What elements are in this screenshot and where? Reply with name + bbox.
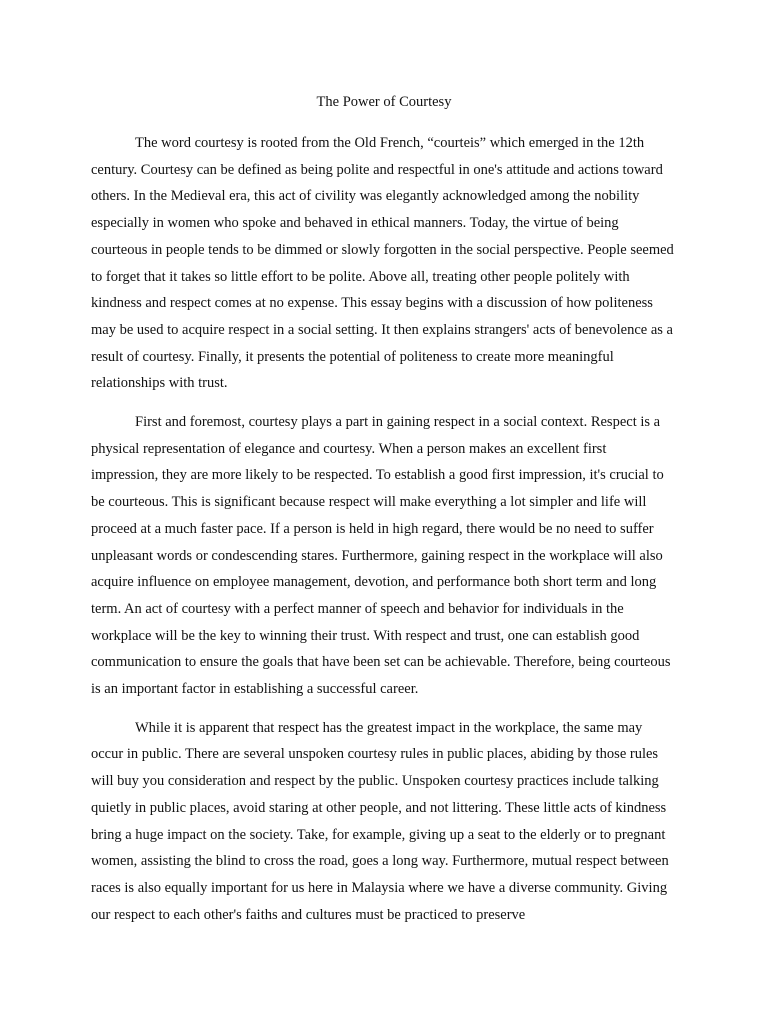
document-title: The Power of Courtesy (316, 94, 452, 110)
document-body (91, 130, 675, 940)
paragraph-respect-workplace: First and foremost, courtesy plays a part in gaining respect in a social context. Respect is a physical representation of elegance and courtesy. When a person makes an excellent first impression, they are more likely to be respected. To establish a good first impression, it's crucial to be courteous. This is significant because respect will make everything a lot simpler and life will proceed at a much faster pace. If a person is held in high regard, there would be no need to suffer unpleasant words or condescending stares. Furthermore, gaining respect in the workplace will also acquire influence on employee management, devotion, and performance both short term and long term. An act of courtesy with a perfect manner of speech and behavior for individuals in the workplace will be the key to winning their trust. With respect and trust, one can establish good communication to ensure the goals that have been set can be achievable. Therefore, being courteous is an important factor in establishing a successful career. (91, 414, 671, 698)
paragraph-introduction: The word courtesy is rooted from the Old French, “courteis” which emerged in the 12th century. Courtesy can be defined as being polite and respectful in one's attitude and actions toward others. In the Medieval era, this act of civility was elegantly acknowledged among the nobility especially in women who spoke and behaved in ethical manners. Today, the virtue of being courteous in people tends to be dimmed or slowly forgotten in the social perspective. People seemed to forget that it takes so little effort to be polite. Above all, treating other people politely with kindness and respect comes at no expense. This essay begins with a discussion of how politeness may be used to acquire respect in a social setting. It then explains strangers' acts of benevolence as a result of courtesy. Finally, it presents the potential of politeness to create more meaningful relationships with trust. (91, 135, 674, 392)
paragraph-respect-public: While it is apparent that respect has the greatest impact in the workplace, the same may occur in public. There are several unspoken courtesy rules in public places, abiding by those rules will buy you consideration and respect by the public. Unspoken courtesy practices include talking quietly in public places, avoid staring at other people, and not littering. These little acts of kindness bring a huge impact on the society. Take, for example, giving up a seat to the elderly or to pregnant women, assisting the blind to cross the road, goes a long way. Furthermore, mutual respect between races is also equally important for us here in Malaysia where we have a diverse community. Giving our respect to each other's faiths and cultures must be practiced to preserve (91, 719, 669, 923)
